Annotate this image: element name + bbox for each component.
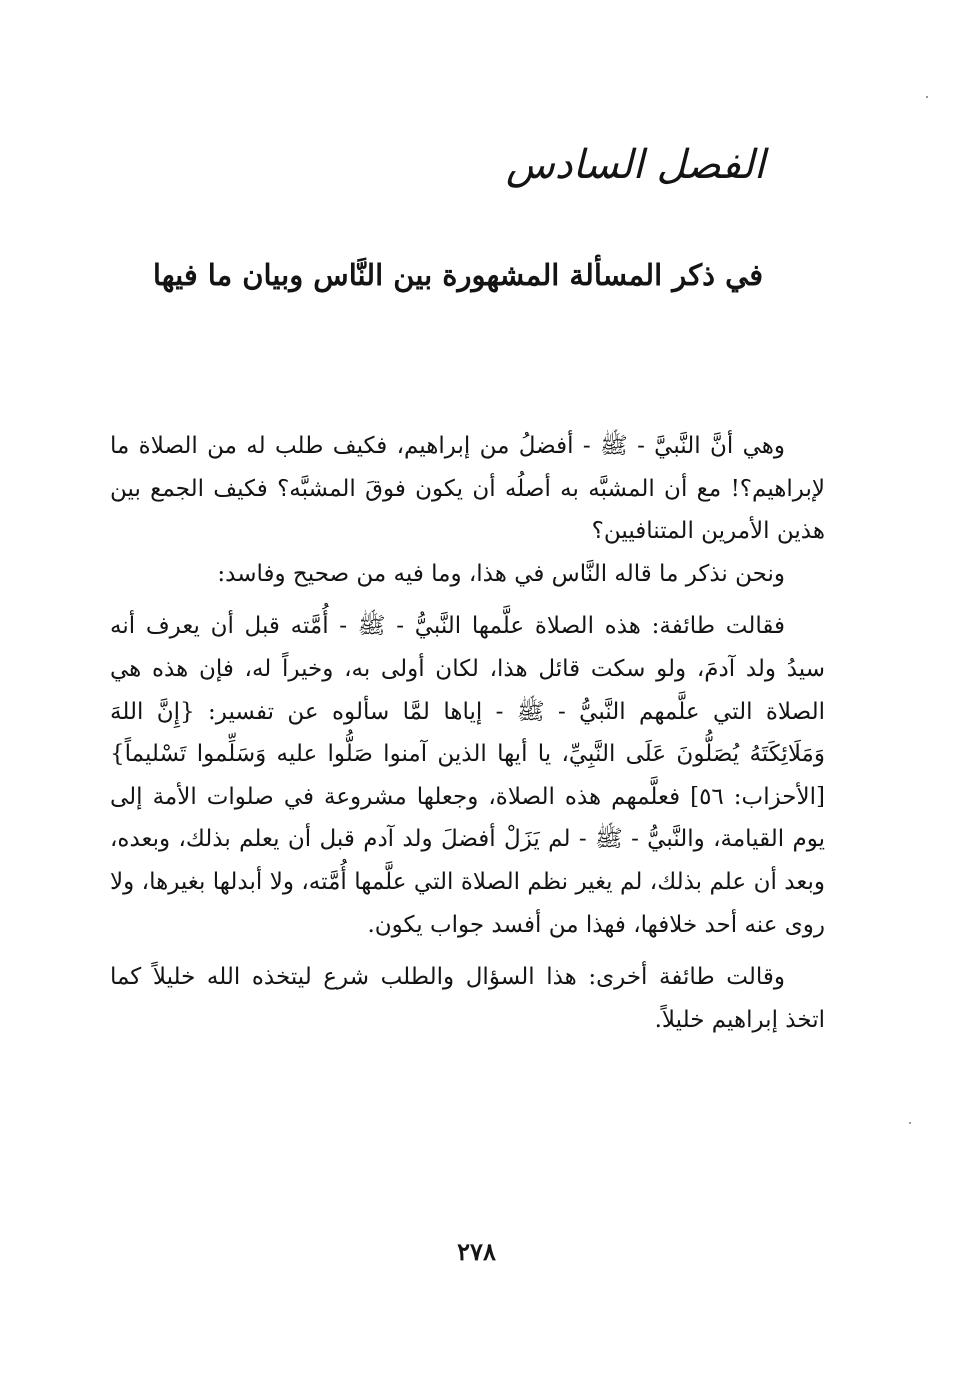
paragraph-1: وهي أنَّ النَّبيَّ - ﷺ - أفضلُ من إبراهيم، فكيف طلب له من الصلاة ما لإبراهيم؟! مع أن المشبَّه به أصلُه أن يكون فوقَ المشبَّه؟ فكيف الجمع بين هذين الأمرين المتنافيين؟ (110, 433, 825, 545)
paragraph-4: وقالت طائفة أخرى: هذا السؤال والطلب شرع ليتخذه الله خليلاً كما اتخذ إبراهيم خليلاً. (110, 964, 825, 1033)
chapter-label: الفصل السادس (505, 142, 765, 188)
chapter-title: في ذكر المسألة المشهورة بين النَّاس وبيان ما فيها (152, 258, 764, 292)
page-number: ٢٧٨ (457, 1237, 496, 1266)
paragraph-3: فقالت طائفة: هذه الصلاة علَّمها النَّبيُّ - ﷺ - أُمَّته قبل أن يعرف أنه سيدُ ولد آدمَ، ولو سكت قائل هذا، لكان أولى به، وخيراً له، فإن هذه هي الصلاة التي علَّمهم النَّبيُّ - ﷺ - إياها لمَّا سألوه عن تفسير: {إِنَّ اللهَ وَمَلَائِكَتَهُ يُصَلُّونَ عَلَى النَّبِيِّ، يا أيها الذين آمنوا صَلُّوا عليه وَسَلِّموا تَسْليماً} [الأحزاب: ٥٦] فعلَّمهم هذه الصلاة، وجعلها مشروعة في صلوات الأمة إلى يوم القيامة، والنَّبيُّ - ﷺ - لم يَزَلْ أفضلَ ولد آدم قبل أن يعلم بذلك، وبعده، وبعد أن علم بذلك، لم يغير نظم الصلاة التي علَّمها أُمَّته، ولا أبدلها بغيرها، ولا روى عنه أحد خلافها، فهذا من أفسد جواب يكون. (110, 613, 825, 938)
paragraph-2: ونحن نذكر ما قاله النَّاس في هذا، وما فيه من صحيح وفاسد: (217, 560, 785, 587)
body-text (110, 425, 825, 1041)
scan-speck (909, 1122, 911, 1124)
scan-speck (926, 96, 928, 98)
